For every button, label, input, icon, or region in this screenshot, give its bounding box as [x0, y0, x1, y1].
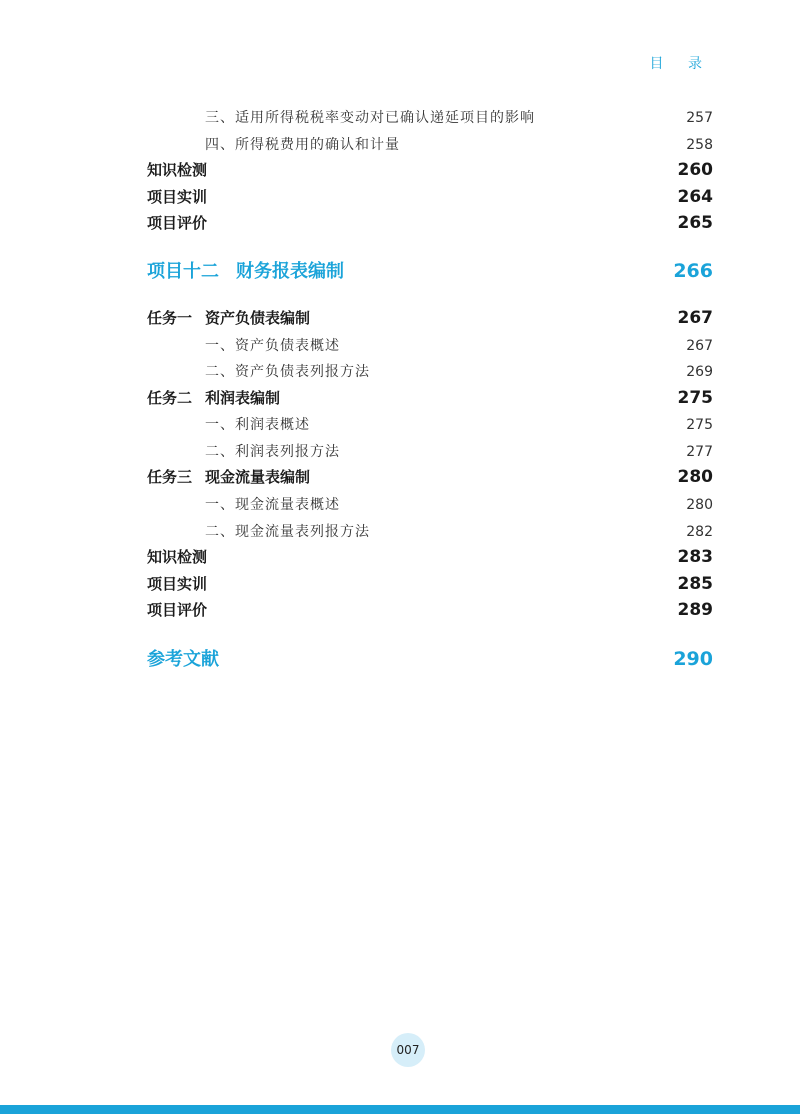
toc-entry-label: [147, 387, 280, 408]
toc-entry-page: 289: [677, 600, 713, 620]
toc-entry-references[interactable]: [147, 645, 713, 671]
toc-entry-section[interactable]: [147, 546, 713, 567]
toc-entry-prefix: 项目十二: [147, 261, 219, 282]
toc-entry-label: [147, 466, 310, 487]
toc-entry-page: 266: [673, 260, 713, 282]
toc-entry-page: 264: [677, 187, 713, 207]
toc-entry-subsection[interactable]: [147, 414, 713, 434]
toc-entry-subsection[interactable]: [147, 441, 713, 461]
toc-entry-label: [147, 307, 310, 328]
toc-entry-page: 267: [677, 308, 713, 328]
toc-entry-page: 290: [673, 648, 713, 670]
toc-entry-label: 参考文献: [147, 649, 219, 670]
toc-entry-title: 利润表编制: [205, 389, 281, 407]
toc-entry-title: 财务报表编制: [236, 261, 344, 282]
toc-entry-page: 282: [686, 524, 713, 540]
toc-entry-prefix: 任务二: [147, 389, 193, 407]
toc-entry-subsection[interactable]: [147, 107, 713, 127]
toc-entry-page: 280: [677, 467, 713, 487]
running-title: 目 录: [649, 56, 712, 72]
toc-entry-label: 四、所得税费用的确认和计量: [205, 137, 400, 153]
toc-entry-task[interactable]: [147, 307, 713, 328]
toc-entry-task[interactable]: [147, 387, 713, 408]
toc-entry-label: 项目评价: [147, 601, 208, 619]
toc-entry-page: 258: [686, 137, 713, 153]
toc-entry-title: 现金流量表编制: [205, 468, 311, 486]
toc-entry-page: 257: [686, 110, 713, 126]
toc-entry-label: 二、资产负债表列报方法: [205, 364, 370, 380]
toc-entry-label: 三、适用所得税税率变动对已确认递延项目的影响: [205, 110, 535, 126]
page-number: 007: [396, 1043, 420, 1057]
toc-entry-prefix: 任务三: [147, 468, 193, 486]
toc-entry-label: [147, 257, 344, 283]
toc-entry-page: 280: [686, 497, 713, 513]
toc-entry-prefix: 任务一: [147, 309, 193, 327]
toc-entry-page: 269: [686, 364, 713, 380]
bottom-accent-bar: [0, 1105, 800, 1114]
toc-entry-label: 项目评价: [147, 214, 208, 232]
toc-entry-page: 267: [686, 338, 713, 354]
toc-entry-section[interactable]: [147, 159, 713, 180]
toc-entry-label: 一、利润表概述: [205, 417, 310, 433]
toc-entry-label: 二、现金流量表列报方法: [205, 524, 370, 540]
toc-entry-page: 275: [686, 417, 713, 433]
toc-entry-project[interactable]: [147, 257, 713, 283]
page-number-badge: [391, 1033, 425, 1067]
toc-entry-label: 一、资产负债表概述: [205, 338, 340, 354]
toc-entry-subsection[interactable]: [147, 494, 713, 514]
toc-entry-label: 知识检测: [147, 161, 208, 179]
toc-entry-subsection[interactable]: [147, 134, 713, 154]
toc-entry-title: 资产负债表编制: [205, 309, 311, 327]
toc-entry-label: 一、现金流量表概述: [205, 497, 340, 513]
toc-entry-subsection[interactable]: [147, 335, 713, 355]
toc-entry-section[interactable]: [147, 212, 713, 233]
toc-entry-page: 277: [686, 444, 713, 460]
toc-entry-page: 275: [677, 388, 713, 408]
toc-entry-page: 285: [677, 574, 713, 594]
toc-entry-page: 260: [677, 160, 713, 180]
toc-entry-label: 项目实训: [147, 188, 208, 206]
toc-entry-section[interactable]: [147, 599, 713, 620]
toc-entry-label: 知识检测: [147, 548, 208, 566]
toc-entry-subsection[interactable]: [147, 361, 713, 381]
toc-entry-page: 283: [677, 547, 713, 567]
toc-entry-label: 二、利润表列报方法: [205, 444, 340, 460]
toc-entry-section[interactable]: [147, 186, 713, 207]
toc-entry-subsection[interactable]: [147, 521, 713, 541]
toc-entry-section[interactable]: [147, 573, 713, 594]
toc-entry-page: 265: [677, 213, 713, 233]
toc-entry-task[interactable]: [147, 466, 713, 487]
toc-entry-label: 项目实训: [147, 575, 208, 593]
